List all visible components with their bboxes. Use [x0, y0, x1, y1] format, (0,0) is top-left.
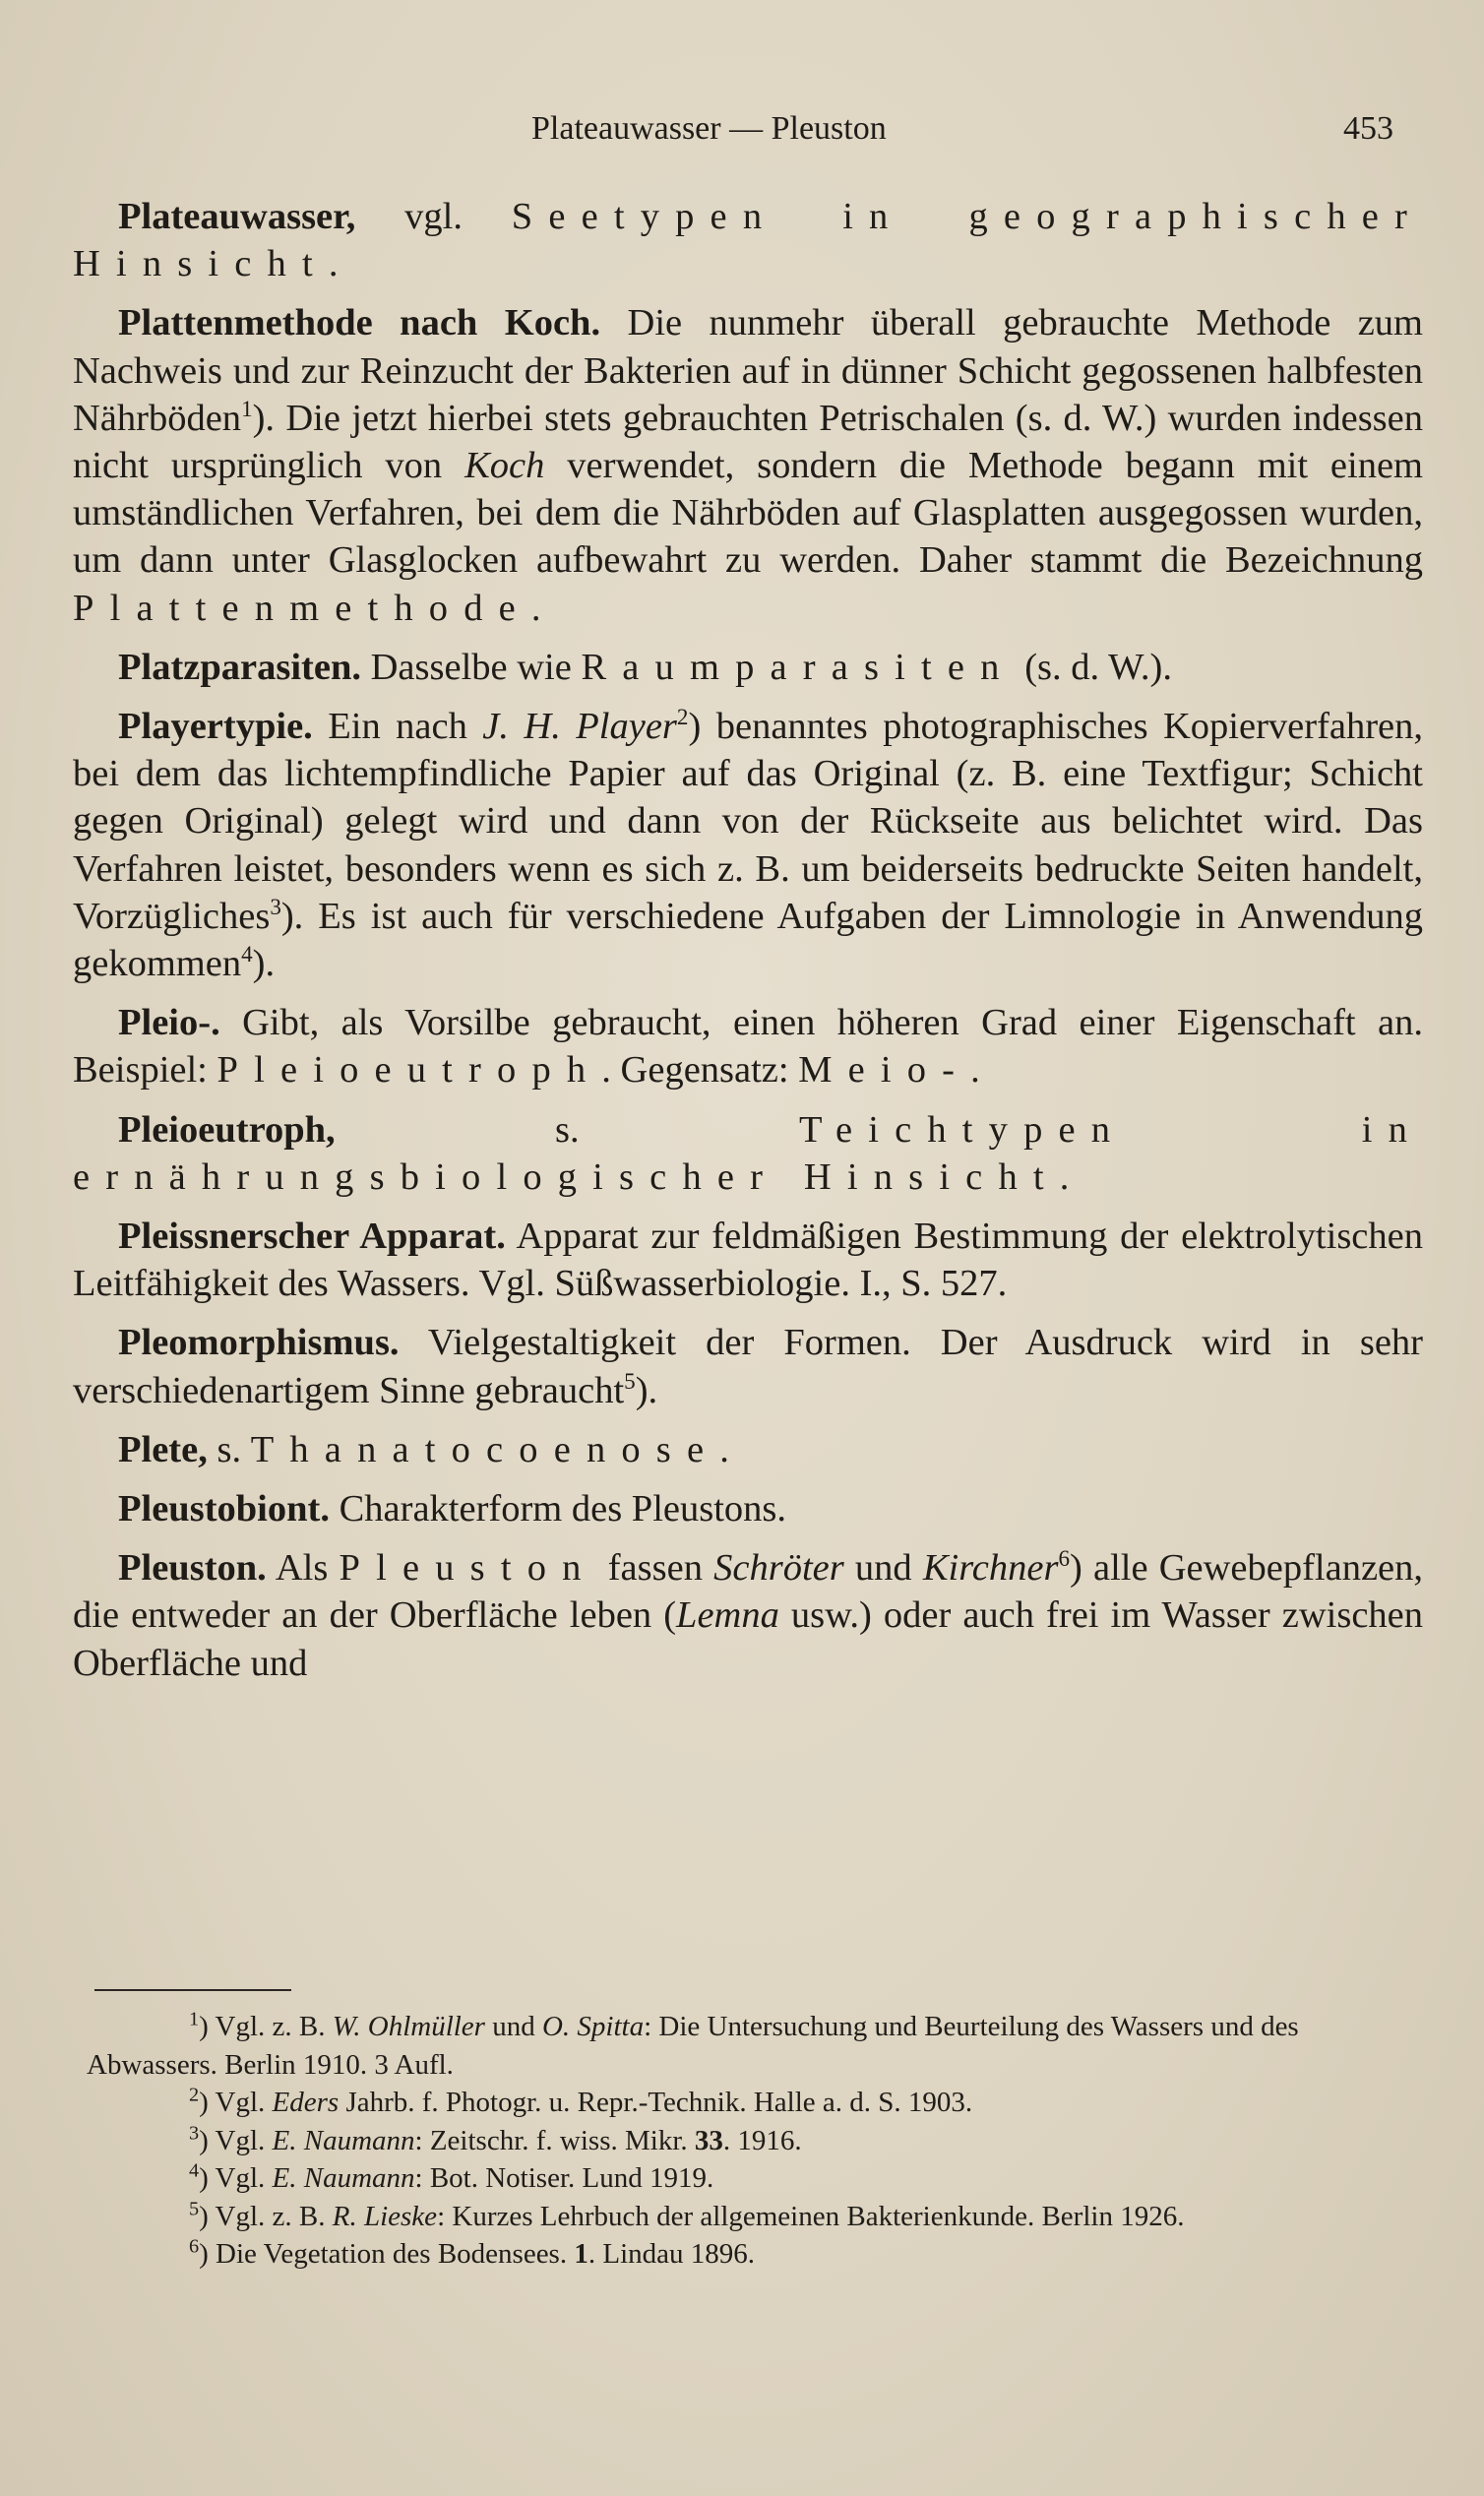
entry-plateauwasser [73, 193, 1423, 287]
entry-platzparasiten [73, 644, 1423, 691]
footnote-6 [87, 2235, 1415, 2274]
author-name: O. Spitta [541, 2011, 645, 2042]
spaced-term: Raumparasiten [581, 646, 1016, 688]
spaced-term: Plattenmethode [73, 587, 531, 629]
footnote-marker: 6 [189, 2235, 200, 2258]
author-name: Koch [464, 445, 545, 487]
author-name: J. H. Player [482, 706, 677, 748]
footnote-marker: 2 [189, 2084, 200, 2106]
page-number: 453 [1343, 110, 1393, 147]
footnote-text: . 1916. [722, 2124, 802, 2156]
entry-text: ). [252, 943, 276, 985]
entry-text: verwendet, sondern die Methode begann mit einem umständlichen Verfahren, bei dem die Nährböden auf Glasplatten ausgegossen wurden, um dann unter Glasglocken aufbewahrt zu werden. Daher stammt die Bezeichnung [73, 445, 1424, 582]
volume-number: 1 [574, 2238, 588, 2270]
footnote-text: : Die Untersuchung und Beurteilung des Wassers und des Abwassers. Berlin 1910. 3 Aufl. [87, 2011, 1299, 2081]
entry-plete [73, 1426, 1423, 1473]
author-name: Schröter [713, 1547, 844, 1590]
headword: Plateauwasser, [118, 196, 356, 237]
dictionary-body [73, 193, 1423, 1699]
entry-plattenmethode [73, 299, 1423, 631]
footnote-text: ) Vgl. z. B. [199, 2200, 333, 2232]
author-name: R. Lieske [332, 2200, 438, 2232]
entry-text: ). Die jetzt hierbei stets gebrauchten Petrischalen (s. d. W.) wurden indessen nicht ursprünglich von [73, 397, 1423, 487]
footnote-ref: 5 [624, 1367, 636, 1394]
entry-text: s. [335, 1108, 799, 1151]
entry-pleustobiont [73, 1485, 1423, 1532]
entry-text: und [843, 1547, 923, 1590]
footnote-text: ) Vgl. z. B. [199, 2011, 333, 2042]
spaced-term: Thanatocoenose [250, 1428, 720, 1470]
entry-text: (s. d. W.). [1015, 646, 1172, 688]
entry-text: Dasselbe wie [361, 646, 582, 688]
spaced-term: Teichtypen in ernährungsbiologischer Hinsicht [73, 1108, 1423, 1198]
footnote-text: Jahrb. f. Photogr. u. Repr.-Technik. Halle a. d. S. 1903. [339, 2087, 973, 2118]
headword: Pleuston. [118, 1547, 267, 1590]
footnote-text: : Kurzes Lehrbuch der allgemeinen Bakterienkunde. Berlin 1926. [437, 2200, 1185, 2232]
footnote-text: ) Vgl. [199, 2087, 273, 2118]
footnote-5 [87, 2198, 1415, 2236]
footnote-text: : Bot. Notiser. Lund 1919. [414, 2162, 714, 2194]
entry-text: . [719, 1428, 729, 1470]
author-name: Eders [272, 2087, 340, 2118]
spaced-term: Seetypen in geographischer Hinsicht [73, 196, 1423, 285]
footnote-3 [87, 2122, 1415, 2160]
footnote-text: : Zeitschr. f. wiss. Mikr. [414, 2124, 695, 2156]
footnote-text: . Lindau 1896. [587, 2238, 756, 2270]
footnote-divider [94, 1989, 291, 1991]
footnote-text: ) Vgl. [199, 2162, 273, 2194]
entry-text: fassen [596, 1547, 714, 1590]
headword: Plete, [118, 1428, 208, 1470]
entry-text: Gibt, als Vorsilbe gebraucht, einen höheren Grad einer Eigenschaft an. Beispiel: [73, 1002, 1423, 1092]
entry-text: ). Es ist auch für verschiedene Aufgaben der Limnologie in Anwendung gekommen [73, 895, 1423, 985]
entry-playertypie [73, 703, 1423, 987]
headword: Pleomorphismus. [118, 1322, 400, 1364]
entry-text: . Gegensatz: [601, 1049, 799, 1092]
headword: Plattenmethode nach Koch. [118, 302, 601, 344]
entry-text: . [328, 243, 339, 285]
entry-text: ) benanntes photographisches Kopierverfahren, bei dem das lichtempfindliche Papier auf das Original (z. B. eine Textfigur; Schicht gegen Original) gelegt wird und dann von der Rückseite aus belichtet wird. Das Verfahren leistet, besonders wenn es sich z. B. um beiderseits bedruckte Seiten handelt, Vorzügliches [73, 706, 1424, 937]
entry-text: Vielgestaltigkeit der Formen. Der Ausdruck wird in sehr verschiedenartigem Sinne gebraucht [73, 1322, 1423, 1411]
footnote-text: und [484, 2011, 542, 2042]
footnotes [87, 2008, 1415, 2274]
footnote-ref: 6 [1058, 1545, 1070, 1572]
author-name: Kirchner [922, 1547, 1059, 1590]
footnote-text: ) Vgl. [199, 2124, 273, 2156]
entry-pleioeutroph [73, 1106, 1423, 1201]
page-header [0, 110, 1484, 157]
headword: Platzparasiten. [118, 646, 361, 688]
footnote-ref: 1 [241, 395, 253, 421]
author-name: E. Naumann [272, 2162, 415, 2194]
footnote-4 [87, 2159, 1415, 2198]
entry-text: . [1059, 1155, 1070, 1198]
entry-text: ) alle Gewebepflanzen, die entweder an der Oberfläche leben ( [73, 1547, 1424, 1637]
spaced-term: Meio- [798, 1049, 971, 1092]
footnote-marker: 3 [189, 2121, 200, 2144]
volume-number: 33 [694, 2124, 723, 2156]
entry-text: Als [266, 1547, 340, 1590]
spaced-term: Pleuston [339, 1547, 597, 1590]
entry-text: . [970, 1049, 980, 1092]
footnote-ref: 2 [676, 704, 689, 730]
headword: Pleioeutroph, [118, 1108, 336, 1151]
entry-pleomorphismus [73, 1319, 1423, 1413]
running-title: Plateauwasser — Pleuston [531, 110, 887, 147]
headword: Pleissnerscher Apparat. [118, 1216, 506, 1258]
footnote-marker: 4 [189, 2159, 200, 2182]
entry-text: Apparat zur feldmäßigen Bestimmung der elektrolytischen Leitfähigkeit des Wassers. Vgl. Süßwasserbiologie. I., S. 527. [73, 1216, 1423, 1305]
entry-text: Ein nach [312, 706, 483, 748]
footnote-text: ) Die Vegetation des Bodensees. [199, 2238, 575, 2270]
footnote-ref: 3 [270, 894, 281, 920]
footnote-ref: 4 [241, 941, 253, 967]
entry-text: s. [207, 1428, 251, 1470]
entry-text: vgl. [355, 196, 512, 237]
entry-text: ). [635, 1369, 658, 1411]
headword: Pleustobiont. [118, 1488, 330, 1530]
footnote-1 [87, 2008, 1415, 2084]
entry-text: Charakterform des Pleustons. [329, 1488, 787, 1530]
entry-text: . [530, 587, 541, 629]
entry-pleuston [73, 1544, 1423, 1687]
spaced-term: Pleioeutroph [216, 1049, 602, 1092]
entry-text: usw.) oder auch frei im Wasser zwischen Oberfläche und [73, 1594, 1424, 1684]
footnote-marker: 1 [189, 2008, 200, 2030]
entry-pleio [73, 999, 1423, 1093]
headword: Pleio-. [118, 1002, 220, 1044]
genus-name: Lemna [676, 1594, 779, 1637]
footnote-marker: 5 [189, 2197, 200, 2219]
footnote-2 [87, 2084, 1415, 2122]
author-name: W. Ohlmüller [332, 2011, 485, 2042]
entry-pleissnerscher-apparat [73, 1213, 1423, 1307]
author-name: E. Naumann [272, 2124, 415, 2156]
headword: Playertypie. [118, 706, 313, 748]
entry-text: Die nunmehr überall gebrauchte Methode zum Nachweis und zur Reinzucht der Bakterien auf in dünner Schicht gegossenen halbfesten Nährböden [73, 302, 1424, 439]
